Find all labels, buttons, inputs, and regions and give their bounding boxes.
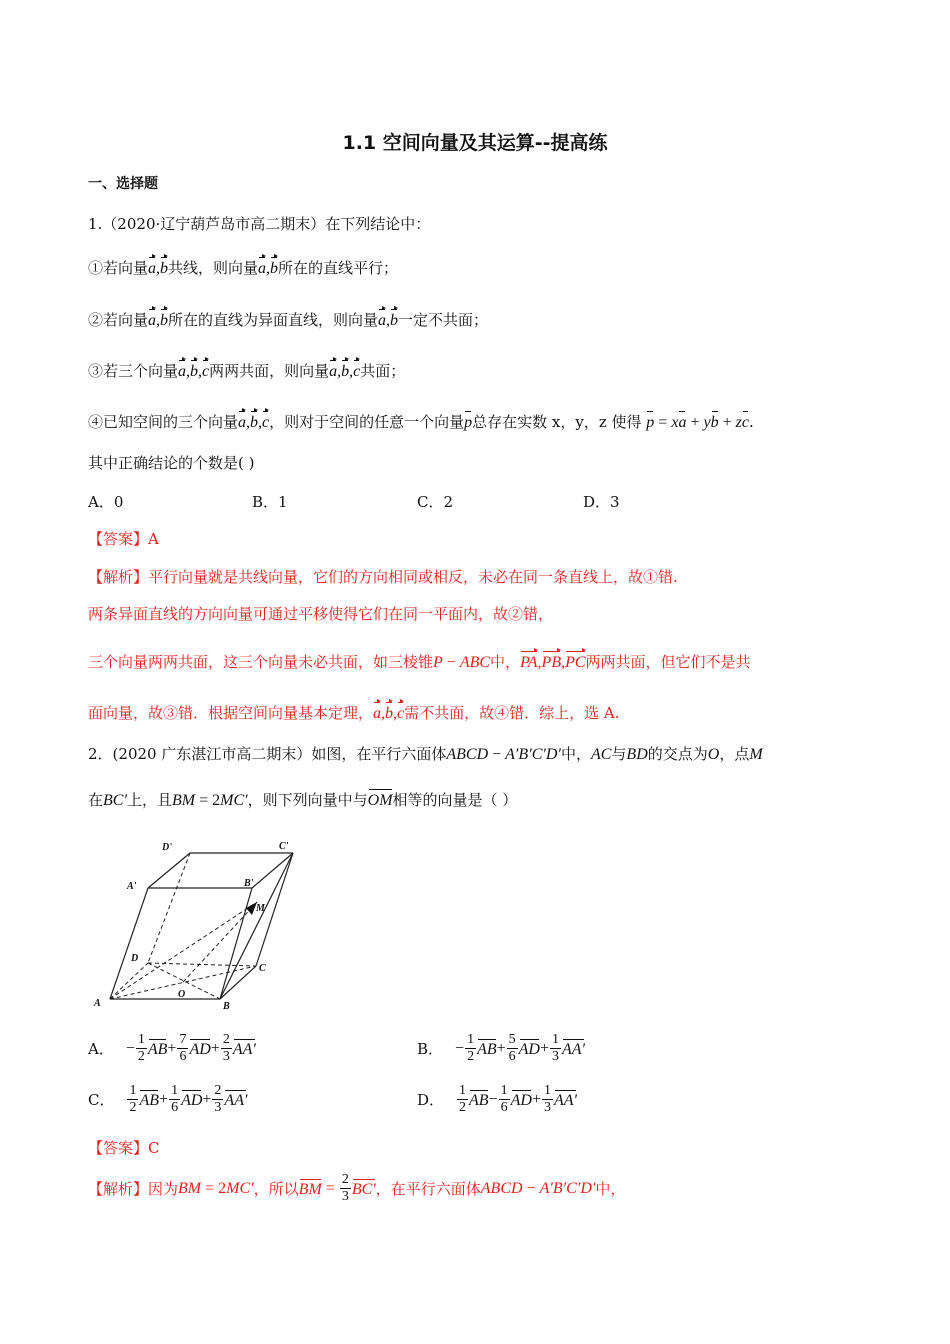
page-title: 1.1 空间向量及其运算--提高练	[342, 132, 608, 154]
q2-option-d: D． $\frac{1}{2}$ AB − $\frac{1}{6}$ AD + $\frac{1}{3}$ AA′	[417, 1083, 578, 1115]
label-d-prime: D'	[162, 842, 172, 853]
q1-answer: 【答案】A	[88, 530, 159, 548]
section-heading: 一、选择题	[88, 176, 158, 192]
label-b-prime: B'	[244, 878, 254, 889]
q2-explanation: 【解析】因为 BM = 2 MC′ ，所以 BM = $\frac{2}{3}$ BC′ ，在平行六面体 ABCD − A′B′C′D′ 中，	[88, 1172, 626, 1204]
q2-option-a: A． − $\frac{1}{2}$ AB + $\frac{7}{6}$ AD + $\frac{2}{3}$ AA′	[88, 1032, 256, 1064]
parallelepiped-figure	[86, 836, 306, 1014]
q1-explanation-3: 三个向量两两共面，这三个向量未必共面，如三棱锥P − ABC中，PA,PB,PC两两共面，但它们不是共	[88, 650, 751, 673]
q1-stem: 1.（2020·辽宁葫芦岛市高二期末）在下列结论中：	[88, 215, 431, 233]
label-d: D	[131, 953, 139, 964]
q2-stem-line-1: 2．(2020 广东湛江市高二期末）如图，在平行六面体ABCD − A′B′C′D′中，AC与BD的交点为O，点M	[88, 745, 763, 763]
q1-explanation-1: 【解析】平行向量就是共线向量，它们的方向相同或相反，未必在同一条直线上，故①错.	[88, 568, 678, 586]
q1-option-b: B．1	[252, 493, 288, 511]
q1-option-a: A．0	[88, 493, 124, 511]
label-o: O	[178, 989, 186, 1000]
q2-stem-line-2: 在BC′上，且BM = 2MC′，则下列向量中与OM相等的向量是（ ）	[88, 788, 517, 811]
q2-answer: 【答案】C	[88, 1139, 160, 1157]
q2-option-c: C． $\frac{1}{2}$ AB + $\frac{1}{6}$ AD + $\frac{2}{3}$ AA′	[88, 1083, 248, 1115]
q1-explanation-2: 两条异面直线的方向向量可通过平移使得它们在同一平面内，故②错，	[88, 605, 554, 623]
label-a: A	[94, 998, 101, 1009]
q1-statement-2: ②若向量a,b所在的直线为异面直线，则向量a,b一定不共面；	[88, 308, 488, 331]
q1-statement-3: ③若三个向量a,b,c两两共面，则向量a,b,c共面；	[88, 359, 405, 382]
label-b: B	[223, 1001, 230, 1012]
q1-question: 其中正确结论的个数是( )	[88, 454, 255, 472]
q2-option-b: B． − $\frac{1}{2}$ AB + $\frac{5}{6}$ AD + $\frac{1}{3}$ AA′	[417, 1032, 586, 1064]
q1-statement-1: ①若向量a,b共线，则向量a,b所在的直线平行；	[88, 256, 398, 279]
label-a-prime: A'	[127, 881, 137, 892]
q1-explanation-4: 面向量，故③错．根据空间向量基本定理，a,b,c需不共面，故④错．综上，选 A.	[88, 701, 620, 724]
q1-statement-4: ④已知空间的三个向量a,b,c，则对于空间的任意一个向量p总存在实数 x，y，z 使得 p = xa + yb + zc.	[88, 410, 754, 433]
label-c-prime: C'	[279, 841, 289, 852]
q1-option-d: D．3	[583, 493, 620, 511]
label-m: M	[256, 903, 265, 914]
label-c: C	[259, 963, 266, 974]
q1-option-c: C．2	[417, 493, 454, 511]
